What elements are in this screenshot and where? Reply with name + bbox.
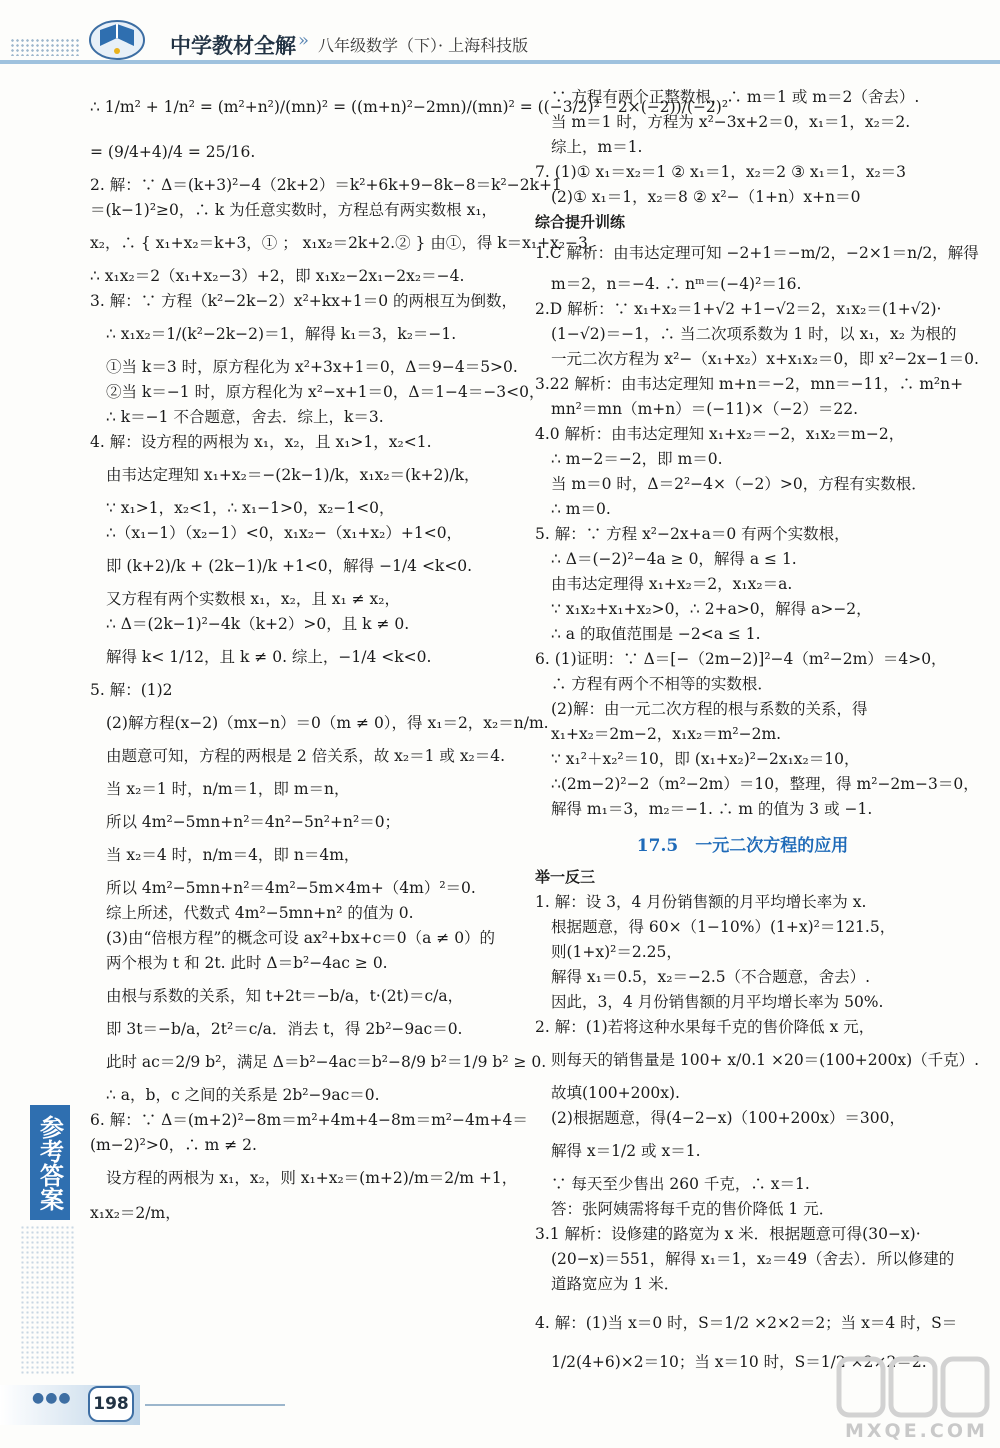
text-line: (3)由“倍根方程”的概念可设 ax²+bx+c＝0（a ≠ 0）的 [106, 929, 496, 947]
text-line: 根据题意，得 60×（1−10%）(1+x)²＝121.5， [551, 918, 896, 936]
text-line: 所以 4m²−5mn+n²＝4n²−5n²+n²＝0； [106, 813, 401, 831]
text-line: 1.C 解析：由韦达定理可知 −2+1＝−m/2，−2×1＝n/2，解得 [535, 244, 979, 262]
text-line: (2)根据题意，得(4−2−x)（100+200x）＝300， [551, 1109, 905, 1127]
text-line: x₁x₂＝2/m， [90, 1204, 181, 1222]
text-line: ②当 k＝−1 时，原方程化为 x²−x+1＝0，Δ＝1−4＝−3<0， [106, 383, 545, 401]
text-line: ①当 k＝3 时，原方程化为 x²+3x+1＝0，Δ＝9−4＝5>0. [106, 358, 518, 376]
text-line: 由题意可知，方程的两根是 2 倍关系，故 x₂＝1 或 x₂＝4. [106, 747, 506, 765]
text-line: ∴(2m−2)²−2（m²−2m）＝10，整理，得 m²−2m−3＝0， [551, 775, 979, 793]
header-dot-pattern [10, 38, 80, 56]
side-dot-pattern [20, 1225, 75, 1375]
text-line: 即 3t＝−b/a，2t²＝c/a．消去 t，得 2b²−9ac＝0. [106, 1020, 463, 1038]
text-line: 5. 解：∵ 方程 x²−2x+a＝0 有两个实数根， [535, 525, 850, 543]
text-line: 所以 4m²−5mn+n²＝4m²−5m×4m+（4m）²＝0. [106, 879, 476, 897]
text-line: ∴ a 的取值范围是 −2<a ≤ 1. [551, 625, 761, 643]
text-line: ∴ Δ＝(2k−1)²−4k（k+2）>0，且 k ≠ 0. [106, 615, 410, 633]
text-line: ∴（x₁−1）（x₂−1）<0，x₁x₂−（x₁+x₂）+1<0， [106, 524, 463, 542]
text-line: (2)① x₁＝1，x₂＝8 ② x²−（1+n）x+n＝0 [551, 188, 861, 206]
text-line: 综上所述，代数式 4m²−5mn+n² 的值为 0. [106, 904, 414, 922]
text-line: 故填(100+200x). [551, 1084, 680, 1102]
answer-key-side-tab: 参考答案 [30, 1105, 70, 1220]
text-line: ∴ x₁x₂＝1/(k²−2k−2)＝1，解得 k₁＝3，k₂＝−1. [106, 325, 457, 343]
book-subtitle: 八年级数学（下）· 上海科技版 [318, 36, 529, 55]
text-line: 则(1+x)²＝2.25， [551, 943, 682, 961]
text-line: 则每天的销售量是 100+ x/0.1 ×20＝(100+200x)（千克）. [551, 1051, 980, 1069]
header-arrow-icon: » [298, 30, 310, 51]
text-line: ∵ 方程有两个正整数根，∴ m＝1 或 m＝2（舍去）. [551, 88, 920, 106]
text-line: ＝(k−1)²≥0，∴ k 为任意实数时，方程总有两实数根 x₁， [90, 201, 498, 219]
text-line: ∵ x₁>1，x₂<1，∴ x₁−1>0，x₂−1<0， [106, 499, 395, 517]
text-line: 又方程有两个实数根 x₁，x₂，且 x₁ ≠ x₂， [106, 590, 401, 608]
text-line: (1−√2)＝−1，∴ 当二次项系数为 1 时，以 x₁，x₂ 为根的 [551, 325, 957, 343]
text-line: 4.0 解析：由韦达定理知 x₁+x₂＝−2，x₁x₂＝m−2， [535, 425, 905, 443]
text-line: 解得 x₁＝0.5，x₂＝−2.5（不合题意，舍去）. [551, 968, 871, 986]
text-line: 解得 m₁＝3，m₂＝−1. ∴ m 的值为 3 或 −1. [551, 800, 873, 818]
text-line: ∵ x₁²＋x₂²＝10，即 (x₁+x₂)²−2x₁x₂＝10， [551, 750, 860, 768]
text-line: 2. 解：(1)若将这种水果每千克的售价降低 x 元， [535, 1018, 875, 1036]
page-number: 198 [88, 1386, 134, 1422]
section-heading: 举一反三 [535, 868, 596, 886]
text-line: 当 x₂＝1 时，n/m＝1，即 m＝n， [106, 780, 350, 798]
answer-6: 6. 解：∵ Δ＝(m+2)²−8m＝m²+4m+4−8m＝m²−4m+4＝ [90, 1111, 528, 1129]
answer-7: 7. (1)① x₁＝x₂＝1 ② x₁＝1，x₂＝2 ③ x₁＝1，x₂＝3 [535, 163, 907, 181]
text-line: (20−x)＝551，解得 x₁＝1，x₂＝49（舍去）．所以修建的 [551, 1250, 955, 1268]
text-line: 2.D 解析：∵ x₁+x₂＝1+√2 +1−√2＝2，x₁x₂＝(1+√2)· [535, 300, 942, 318]
text-line: 解得 k< 1/12，且 k ≠ 0. 综上，−1/4 <k<0. [106, 648, 432, 666]
answer-5: 5. 解：(1)2 [90, 681, 173, 699]
text-line: 4. 解：(1)当 x＝0 时，S＝1/2 ×2×2＝2；当 x＝4 时，S＝ [535, 1314, 958, 1332]
answer-3: 3. 解：∵ 方程（k²−2k−2）x²+kx+1＝0 的两根互为倒数， [90, 292, 518, 310]
answer-2: 2. 解：∵ Δ＝(k+3)²−4（2k+2）＝k²+6k+9−8k−8＝k²−2k+1 [90, 176, 562, 194]
footer-divider [145, 1404, 285, 1406]
text-line: (m−2)²>0，∴ m ≠ 2. [90, 1136, 257, 1154]
text-line: 3.22 解析：由韦达定理知 m+n＝−2，mn＝−11，∴ m²n+ [535, 375, 964, 393]
text-line: ∵ 每天至少售出 260 千克，∴ x＝1. [551, 1175, 810, 1193]
text-line: m＝2，n＝−4. ∴ nᵐ＝(−4)²＝16. [551, 275, 802, 293]
text-line: = (9/4+4)/4 = 25/16. [90, 143, 256, 161]
page-header [0, 0, 1000, 70]
text-line: x₁+x₂＝2m−2，x₁x₂＝m²−2m. [551, 725, 782, 743]
text-line: 设方程的两根为 x₁，x₂，则 x₁+x₂＝(m+2)/m＝2/m +1， [106, 1169, 518, 1187]
text-line: 由韦达定理知 x₁+x₂＝−(2k−1)/k，x₁x₂＝(k+2)/k， [106, 466, 480, 484]
text-line: ∴ m＝0. [551, 500, 611, 518]
text-line: 两个根为 t 和 2t. 此时 Δ＝b²−4ac ≥ 0. [106, 954, 388, 972]
text-line: x₂，∴ { x₁+x₂＝k+3，① ； x₁x₂＝2k+2.② } 由①，得 k＝x₁+x₂−3， [90, 234, 604, 252]
book-logo-icon [88, 18, 146, 60]
text-line: 一元二次方程为 x²−（x₁+x₂）x+x₁x₂＝0，即 x²−2x−1＝0. [551, 350, 979, 368]
chapter-title: 17.5 一元二次方程的应用 [636, 836, 849, 856]
book-title: 中学教材全解 [170, 33, 296, 58]
text-line: (2)解：由一元二次方程的根与系数的关系，得 [551, 700, 868, 718]
text-line: 当 m＝1 时，方程为 x²−3x+2＝0，x₁＝1，x₂＝2. [551, 113, 911, 131]
text-line: 当 m＝0 时，Δ＝2²−4×（−2）>0，方程有实数根． [551, 475, 927, 493]
text-line: ∴ 方程有两个不相等的实数根． [551, 675, 773, 693]
text-line: 1. 解：设 3，4 月份销售额的月平均增长率为 x. [535, 893, 867, 911]
text-line: 6. (1)证明：∵ Δ＝[−（2m−2)]²−4（m²−2m）＝4>0， [535, 650, 947, 668]
text-line: 当 x₂＝4 时，n/m＝4，即 n＝4m， [106, 846, 360, 864]
header-divider [0, 60, 1000, 64]
text-line: ∴ m−2＝−2，即 m＝0. [551, 450, 723, 468]
text-line: (2)解方程(x−2)（mx−n）＝0（m ≠ 0），得 x₁＝2，x₂＝n/m. [106, 714, 549, 732]
right-answer-column [535, 85, 980, 1375]
text-line: 道路宽应为 1 米． [551, 1275, 680, 1293]
text-line: 答：张阿姨需将每千克的售价降低 1 元． [551, 1200, 835, 1218]
text-line: 解得 x＝1/2 或 x＝1. [551, 1142, 701, 1160]
text-line: 由根与系数的关系，知 t+2t＝−b/a，t·(2t)＝c/a， [106, 987, 464, 1005]
watermark-text: MXQE.COM [845, 1420, 988, 1442]
text-line: ∴ k＝−1 不合题意，舍去．综上，k＝3. [106, 408, 384, 426]
text-line: ∴ Δ＝(−2)²−4a ≥ 0，解得 a ≤ 1. [551, 550, 797, 568]
answer-4: 4. 解：设方程的两根为 x₁，x₂，且 x₁>1，x₂<1. [90, 433, 432, 451]
text-line: ∴ a，b，c 之间的关系是 2b²−9ac＝0. [106, 1086, 380, 1104]
footer-dots-icon: ●●● [32, 1390, 72, 1406]
text-line: 因此，3，4 月份销售额的月平均增长率为 50%. [551, 993, 884, 1011]
text-line: 1/2(4+6)×2＝10；当 x＝10 时，S＝1/2 ×2×2＝2. [551, 1353, 927, 1371]
text-line: mn²＝mn（m+n）＝(−11)×（−2）＝22. [551, 400, 859, 418]
text-line: ∴ 1/m² + 1/n² = (m²+n²)/(mn)² = ((m+n)²−2mn)/(mn)² = ((−3/2)² −2×(−2))/(−2)² [90, 98, 729, 116]
text-line: 由韦达定理得 x₁+x₂＝2，x₁x₂＝a. [551, 575, 793, 593]
text-line: 3.1 解析：设修建的路宽为 x 米．根据题意可得(30−x)· [535, 1225, 921, 1243]
text-line: 即 (k+2)/k + (2k−1)/k +1<0，解得 −1/4 <k<0. [106, 557, 473, 575]
text-line: ∴ x₁x₂＝2（x₁+x₂−3）+2，即 x₁x₂−2x₁−2x₂＝−4. [90, 267, 465, 285]
section-heading: 综合提升训练 [535, 213, 626, 231]
text-line: ∵ x₁x₂+x₁+x₂>0，∴ 2+a>0，解得 a>−2， [551, 600, 872, 618]
text-line: 综上，m＝1. [551, 138, 643, 156]
text-line: 此时 ac＝2/9 b²，满足 Δ＝b²−4ac＝b²−8/9 b²＝1/9 b² ≥ 0. [106, 1053, 547, 1071]
